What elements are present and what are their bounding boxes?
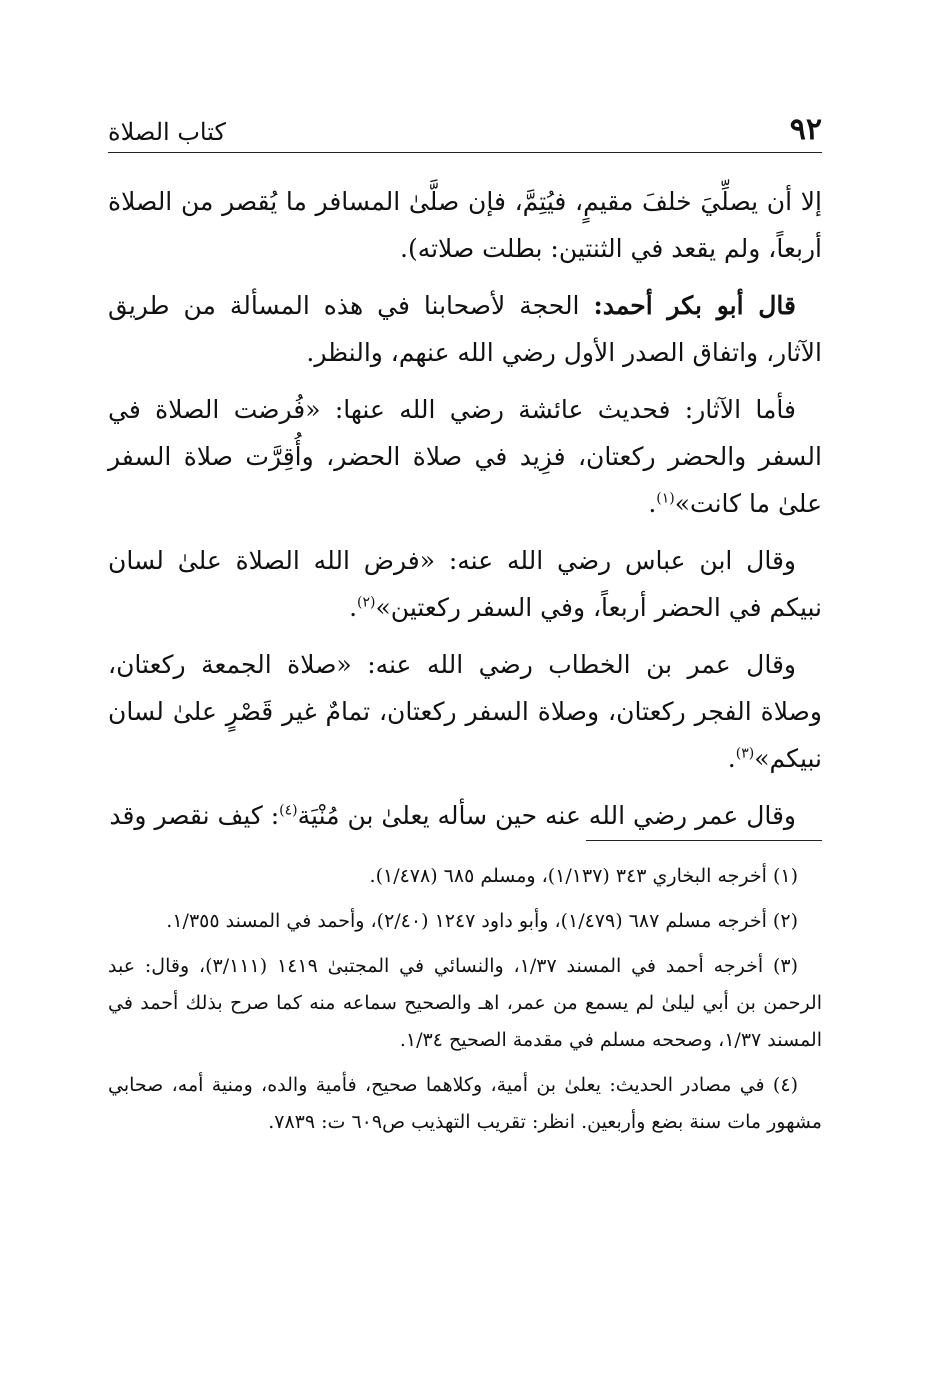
- footnote-1: (١) أخرجه البخاري ٣٤٣ (١/١٣٧)، ومسلم ٦٨٥ (١/٤٧٨).: [369, 865, 798, 887]
- paragraph-5: [108, 641, 822, 782]
- paragraph-6: [108, 792, 822, 839]
- footnote-2: (٢) أخرجه مسلم ٦٨٧ (١/٤٧٩)، وأبو داود ١٢٤٧ (٢/٤٠)، وأحمد في المسند ١/٣٥٥.: [166, 910, 798, 932]
- main-text: [108, 178, 822, 849]
- paragraph-2-text: الحجة لأصحابنا في هذه المسألة من طريق الآثار، واتفاق الصدر الأول رضي الله عنهم، والنظر.: [108, 291, 822, 367]
- paragraph-5-end: .: [727, 744, 736, 773]
- speaker-name: قال أبو بكر أحمد:: [593, 291, 796, 320]
- paragraph-3-text: فأما الآثار: فحديث عائشة رضي الله عنها: «فُرضت الصلاة في السفر والحضر ركعتان، فزِيد في صلاة الحضر، وأُقِرَّت صلاة السفر علىٰ ما كانت»: [108, 395, 822, 518]
- paragraph-6-text-a: وقال عمر رضي الله عنه حين سأله يعلىٰ بن مُنْيَة: [297, 801, 796, 830]
- paragraph-4: [108, 537, 822, 631]
- page-header: [108, 108, 822, 153]
- paragraph-1-text: إلا أن يصلِّيَ خلفَ مقيمٍ، فيُتِمَّ، فإن صلَّىٰ المسافر ما يُقصر من الصلاة أربعاً، ولم يقعد في الثنتين: بطلت صلاته).: [108, 187, 822, 263]
- footnote-ref-1[interactable]: (١): [656, 490, 675, 507]
- paragraph-3: [108, 386, 822, 527]
- footnote-divider: [586, 840, 822, 841]
- paragraph-1: [108, 178, 822, 272]
- footnote-ref-4[interactable]: (٤): [279, 802, 298, 819]
- paragraph-3-end: .: [648, 489, 657, 518]
- running-title: كتاب الصلاة: [108, 118, 226, 146]
- paragraph-2: [108, 282, 822, 376]
- paragraph-4-text: وقال ابن عباس رضي الله عنه: «فرض الله الصلاة علىٰ لسان نبيكم في الحضر أربعاً، وفي السفر ركعتين»: [108, 546, 822, 622]
- footnote-ref-2[interactable]: (٢): [357, 594, 376, 611]
- footnote-3: (٣) أخرجه أحمد في المسند ١/٣٧، والنسائي في المجتبىٰ ١٤١٩ (٣/١١١)، وقال: عبد الرحمن بن أبي ليلىٰ لم يسمع من عمر، اهـ والصحيح سماعه منه كما صرح بذلك أحمد في المسند ١/٣٧، وصححه مسلم في مقدمة الصحيح ١/٣٤.: [108, 955, 822, 1051]
- paragraph-5-text: وقال عمر بن الخطاب رضي الله عنه: «صلاة الجمعة ركعتان، وصلاة الفجر ركعتان، وصلاة السفر ركعتان، تمامٌ غير قَصْرٍ علىٰ لسان نبيكم»: [108, 650, 822, 773]
- footnotes: [108, 858, 822, 1149]
- paragraph-4-end: .: [349, 593, 358, 622]
- paragraph-6-text-b: : كيف نقصر وقد: [109, 801, 280, 830]
- footnote-ref-3[interactable]: (٣): [735, 745, 755, 762]
- page-number: ٩٢: [789, 112, 822, 147]
- footnote-4: (٤) في مصادر الحديث: يعلىٰ بن أمية، وكلاهما صحيح، فأمية والده، ومنية أمه، صحابي مشهور مات سنة بضع وأربعين. انظر: تقريب التهذيب ص٦٠٩ ت: ٧٨٣٩.: [108, 1074, 822, 1133]
